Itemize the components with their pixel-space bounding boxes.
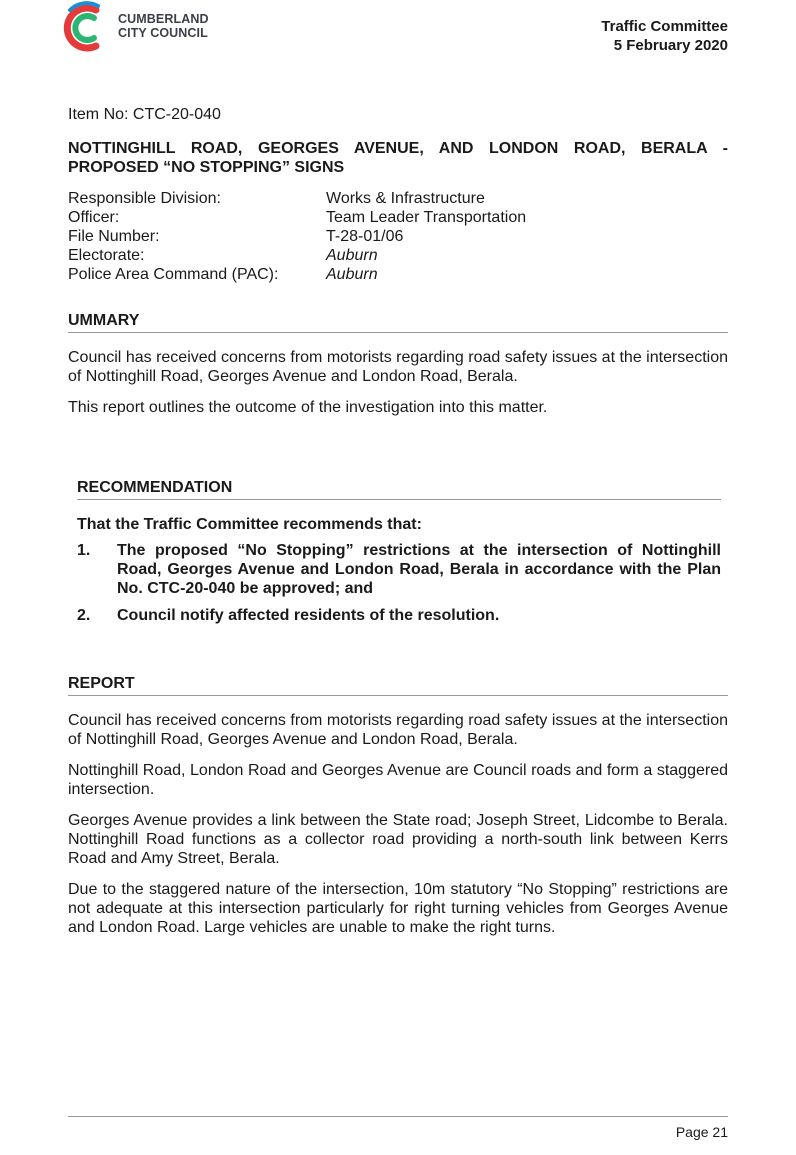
- report-heading: REPORT: [68, 674, 728, 696]
- meta-label: Electorate:: [68, 247, 145, 264]
- meta-label: Police Area Command (PAC):: [68, 266, 279, 283]
- page-number: Page 21: [675, 1124, 728, 1140]
- meta-label: File Number:: [68, 228, 160, 245]
- meta-row: [68, 189, 526, 208]
- meta-row: [68, 265, 526, 284]
- report-metadata: [68, 189, 526, 284]
- recommendation-number: 1.: [77, 542, 91, 559]
- logo-line-1: CUMBERLAND: [118, 12, 209, 26]
- report-paragraph: Council has received concerns from motorists regarding road safety issues at the intersection of Nottinghill Road, Georges Avenue and London Road, Berala.: [68, 712, 728, 748]
- recommendation-item: [77, 606, 721, 625]
- logo-line-2: CITY COUNCIL: [118, 26, 208, 40]
- recommendation-section: [77, 478, 721, 625]
- summary-paragraph: Council has received concerns from motorists regarding road safety issues at the intersection of Nottinghill Road, Georges Avenue and London Road, Berala.: [68, 349, 728, 385]
- meta-value: Auburn: [326, 247, 378, 264]
- meta-value: Works & Infrastructure: [326, 190, 485, 207]
- meta-value: T-28-01/06: [326, 228, 404, 245]
- report-title: NOTTINGHILL ROAD, GEORGES AVENUE, AND LONDON ROAD, BERALA - PROPOSED “NO STOPPING” SIGNS: [68, 140, 728, 176]
- recommendation-item: [77, 541, 721, 598]
- report-paragraph: Nottinghill Road, London Road and Georges Avenue are Council roads and form a staggered intersection.: [68, 762, 728, 798]
- recommendation-list: [77, 541, 721, 625]
- report-body: [68, 105, 728, 949]
- report-paragraph: Georges Avenue provides a link between the State road; Joseph Street, Lidcombe to Berala. Nottinghill Road functions as a collector road providing a north-south link between Kerrs Road and Amy Street, Berala.: [68, 812, 728, 867]
- recommendation-number: 2.: [77, 607, 91, 624]
- committee-name: Traffic Committee: [601, 18, 728, 35]
- meta-row: [68, 208, 526, 227]
- summary-heading: UMMARY: [68, 311, 728, 333]
- logo-wordmark: [118, 12, 209, 40]
- meta-row: [68, 227, 526, 246]
- meta-value: Team Leader Transportation: [326, 209, 527, 226]
- recommendation-heading: RECOMMENDATION: [77, 478, 721, 500]
- footer-divider: [68, 1116, 728, 1117]
- summary-paragraph: This report outlines the outcome of the investigation into this matter.: [68, 399, 548, 416]
- council-logo-icon: [58, 0, 114, 56]
- meta-label: Officer:: [68, 209, 120, 226]
- recommendation-text: Council notify affected residents of the resolution.: [117, 607, 500, 624]
- meta-value: Auburn: [326, 266, 378, 283]
- council-logo: [58, 0, 228, 56]
- recommendation-intro: That the Traffic Committee recommends that:: [77, 516, 422, 533]
- document-header: [601, 17, 728, 55]
- meta-label: Responsible Division:: [68, 190, 221, 207]
- meeting-date: 5 February 2020: [613, 37, 728, 54]
- meta-row: [68, 246, 526, 265]
- recommendation-text: The proposed “No Stopping” restrictions at the intersection of Nottinghill Road, Georges Avenue and London Road, Berala in accordance with the Plan No. CTC-20-040 be approved; and: [117, 542, 721, 597]
- report-paragraph: Due to the staggered nature of the intersection, 10m statutory “No Stopping” restrictions are not adequate at this intersection particularly for right turning vehicles from Georges Avenue and London Road. Large vehicles are unable to make the right turns.: [68, 881, 728, 936]
- item-number: Item No: CTC-20-040: [68, 106, 221, 123]
